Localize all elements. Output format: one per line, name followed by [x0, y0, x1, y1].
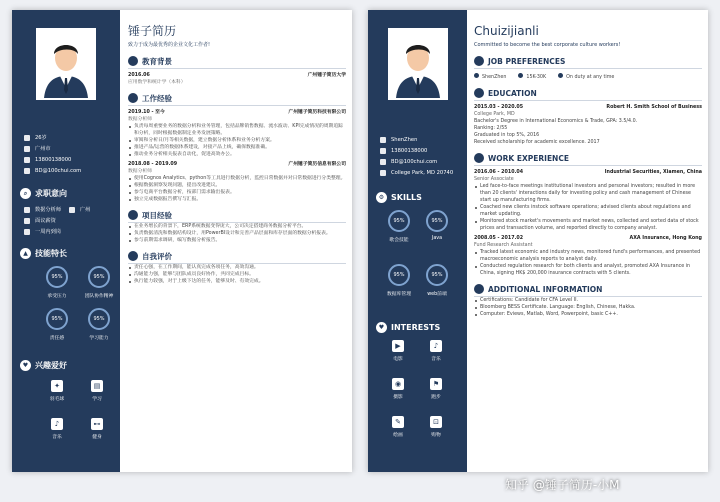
left-sidebar [12, 10, 120, 472]
section-project: 项目经验 [128, 210, 346, 223]
location-icon [24, 146, 30, 152]
skill-ring: 95% [388, 264, 410, 286]
phone-icon [24, 157, 30, 163]
contact-info: ShenZhen 13800138000 BD@100chui.com College Park, MD 20740 [368, 134, 467, 178]
brush-icon: ✎ [392, 416, 404, 428]
interest-running: ⚑ 跑步 [431, 380, 441, 400]
skills-heading: ▲ 技能特长 [20, 248, 67, 259]
interest-music: ♪ 音乐 [431, 342, 441, 362]
badminton-icon: ✦ [51, 380, 63, 392]
skill-label: 学习能力 [89, 336, 109, 341]
camera-icon: ◉ [392, 378, 404, 390]
section-preferences: JOB PREFERENCES [474, 56, 702, 69]
skill-label: web前端 [427, 292, 447, 297]
section-education: 教育背景 [128, 56, 346, 69]
chart-icon: ▲ [20, 248, 31, 259]
person-icon [24, 135, 30, 141]
skill-ring: 95% [88, 266, 110, 288]
skill-label: 承受压力 [47, 294, 67, 299]
additional-bullets: Certifications: Candidate for CFA Level II. Bloomberg BESS Certificate. Language: English, Chinese, Hakka. Computer: Eviews, Matlab, Word, Powerpoint, basic C++. [474, 297, 702, 318]
right-sidebar [368, 10, 467, 472]
book-icon: ▤ [91, 380, 103, 392]
interest-painting: ✎ 绘画 [393, 418, 403, 438]
location-icon [69, 207, 75, 213]
phone-icon [380, 148, 386, 154]
music-icon: ♪ [430, 340, 442, 352]
section-self: 自我评价 [128, 251, 346, 264]
clock-icon [558, 73, 563, 78]
resume-english [368, 10, 708, 472]
salary-icon [518, 73, 523, 78]
location-icon [474, 73, 479, 78]
self-bullets: 责任心强，在工作期间，能认真完成各项任务，高效沟通。 沟通能力强，能够与团队成员良好协作，共同完成目标。 执行能力较强，对于上级下达的任务，能够及时、有效完成。 [128, 264, 346, 285]
bag-icon: ⊡ [430, 416, 442, 428]
heart-icon: ♥ [20, 360, 31, 371]
section-additional: ADDITIONAL INFORMATION [474, 284, 702, 297]
left-main: 锤子简历 致力于成为最优秀的企业文化工作者! 教育背景 2016.06 广州锤子简历大学 应用数学和统计学（本科） 工作经验 2019.10 - 至今 广州锤子简历科技有限公司 数据分析师 负责每周重要业务的数据分析和业务管理，包括品牌销售数据、流水波动、KPI完成情况的周期追踪和分析，同时根据数据制定业务发展策略。 审阅和分析日/月等相关数据，建立数据分析体系和业务分析方案。 推进产品/运营的数据体系建设，对接产品上线，确保数据准确。 推动业务分析相关报表自动化，促进高效办公。 2018.08 - 2019.09 广州锤子简历信息有限公司 数据分析师 使用Cognos Analytics、python等工具进行数据分析，监控日常数据并对日常数据进行分类整理。 根据数据洞察发现问题，提出改进建议。 参与电商平台数据分析，按部门需求输出报表。 独立完成数据报告撰写与汇报。 项目经验 在业务增长的背景下，ERP系统数据变得庞大，公司决定搭建商务数据分析平台。 负责数据清洗和数据结构设计，用PowerBI设计和完善产品层面和库存层面的数据分析报表。 参与前期需求调研，编写数据分析报告。 自我评价 责任心强，在工作期间，能认真完成各项任务，高效沟通。 沟通能力强，能够与团队成员良好协作，共同完成目标。 执行能力较强，对于上级下达的任务，能够及时、有效完成。 [128, 24, 346, 284]
skills-heading: ⚙ SKILLS [376, 192, 422, 203]
intent-list: 数据分析师 广州 面议薪资 一周内到岗 [12, 204, 120, 237]
job-bullets: 使用Cognos Analytics、python等工具进行数据分析，监控日常数据并对日常数据进行分类整理。 根据数据洞察发现问题，提出改进建议。 参与电商平台数据分析，按部门需求输出报表。 独立完成数据报告撰写与汇报。 [128, 175, 346, 203]
preferences-row: ShenZhen 15K-30K On duty at any time [474, 73, 702, 81]
briefcase-icon [24, 207, 30, 213]
interest-shopping: ⊡ 购物 [431, 418, 441, 438]
skill-label: 责任感 [49, 336, 65, 341]
gear-icon: ⚙ [376, 192, 387, 203]
job-bullets: Led face-to-face meetings institutional investors and personal investors; resulted in more than 20 clients' interactions daily for investing policy and cash management of Chinese start up manufacturing firms. Coached new clients instock software operations; advised clients about regulations and market updating. Monitored stock market's movements and market news, collected and sorted data of stock prices and transaction volume, and reported directly to company analyst. [474, 183, 702, 232]
skill-ring: 95% [426, 210, 448, 232]
hobbies-heading: ♥ 兴趣爱好 [20, 360, 67, 371]
skill-label: 数据库管理 [387, 292, 411, 297]
avatar [388, 28, 448, 100]
avatar [36, 28, 96, 100]
mail-icon [380, 159, 386, 165]
interests-heading: ♥ INTERESTS [376, 322, 440, 333]
interest-movie: ▶ 电影 [393, 342, 403, 362]
resume-slogan: 致力于成为最优秀的企业文化工作者! [128, 42, 211, 48]
search-icon: ⌕ [20, 188, 31, 199]
skill-label: Java [431, 236, 443, 241]
section-work: 工作经验 [128, 93, 346, 106]
skill-label: 团队协作精神 [84, 294, 114, 299]
skill-ring: 95% [46, 266, 68, 288]
skill-label: 歌会技能 [389, 238, 409, 243]
resume-name: 锤子简历 [128, 24, 177, 38]
mail-icon [24, 168, 30, 174]
intent-heading: ⌕ 求职意向 [20, 188, 67, 199]
hobby-music: ♪ 音乐 [52, 420, 62, 440]
skill-ring: 95% [426, 264, 448, 286]
home-icon [380, 170, 386, 176]
clock-icon [24, 229, 30, 235]
film-icon: ▶ [392, 340, 404, 352]
resume-slogan: Committed to become the best corporate culture workers! [474, 42, 621, 48]
project-bullets: 在业务增长的背景下，ERP系统数据变得庞大，公司决定搭建商务数据分析平台。 负责数据清洗和数据结构设计，用PowerBI设计和完善产品层面和库存层面的数据分析报表。 参与前期需求调研，编写数据分析报告。 [128, 223, 346, 244]
job-bullets: Tracked latest economic and industry news, monitored fund's performances, and presented macroeconomic analysis reports to analyst daily. Conducted regulation research for both clients and analyst, promoted AXA Insurance in China, signing HK$ 200,000 insurance contracts with 5 clients. [474, 249, 702, 277]
hobby-study: ▤ 学习 [92, 382, 102, 402]
heart-icon: ♥ [376, 322, 387, 333]
salary-icon [24, 218, 30, 224]
watermark: 知乎 @锤子简历-小M [505, 478, 620, 492]
hobby-fitness: ⊷ 健身 [92, 420, 102, 440]
location-icon [380, 137, 386, 143]
interest-photo: ◉ 摄影 [393, 380, 403, 400]
section-education: EDUCATION [474, 88, 702, 101]
running-icon: ⚑ [430, 378, 442, 390]
skill-ring: 95% [388, 210, 410, 232]
skill-ring: 95% [88, 308, 110, 330]
resume-name: Chuizijianli [474, 24, 539, 38]
contact-info: 26岁 广州市 13800138000 BD@100chui.com [12, 132, 120, 176]
music-icon: ♪ [51, 418, 63, 430]
hobby-badminton: ✦ 羽毛球 [49, 382, 65, 402]
skill-ring: 95% [46, 308, 68, 330]
resume-chinese [12, 10, 352, 472]
dumbbell-icon: ⊷ [91, 418, 103, 430]
section-work: WORK EXPERIENCE [474, 153, 702, 166]
job-bullets: 负责每周重要业务的数据分析和业务管理，包括品牌销售数据、流水波动、KPI完成情况的周期追踪和分析，同时根据数据制定业务发展策略。 审阅和分析日/月等相关数据，建立数据分析体系和业务分析方案。 推进产品/运营的数据体系建设，对接产品上线，确保数据准确。 推动业务分析相关报表自动化，促进高效办公。 [128, 123, 346, 158]
right-main: Chuizijianli Committed to become the best corporate culture workers! JOB PREFERENCES ShenZhen 15K-30K On duty at any time EDUCATION 2015.03 - 2020.05 Robert H. Smith School of Business College Park, MD Bachelor's Degree in International Economics & Trade, GPA: 3.5/4.0. Ranking: 2/55 Graduated in top 5%, 2016 Received scholarship for academic excellence. 2017 WORK EXPERIENCE 2016.06 - 2010.04 Industrial Securities, Xiamen, China Senior Associate Led face-to-face meetings institutional investors and personal investors; resulted in more than 20 clients' interactions daily for investing policy and cash management of Chinese start up manufacturing firms. Coached new clients instock software operations; advised clients about regulations and market updating. Monitored stock market's movements and market news, collected and sorted data of stock prices and transaction volume, and reported directly to company analyst. 2008.05 - 2017.02 AXA Insurance, Hong Kong Fund Research Assistant Tracked latest economic and industry news, monitored fund's performances, and presented macroeconomic analysis reports to analyst daily. Conducted regulation research for both clients and analyst, promoted AXA Insurance in China, signing HK$ 200,000 insurance contracts with 5 clients. ADDITIONAL INFORMATION Certifications: Candidate for CFA Level II. Bloomberg BESS Certificate. Language: English, Chinese, Hakka. Computer: Eviews, Matlab, Word, Powerpoint, basic C++. [474, 24, 702, 317]
